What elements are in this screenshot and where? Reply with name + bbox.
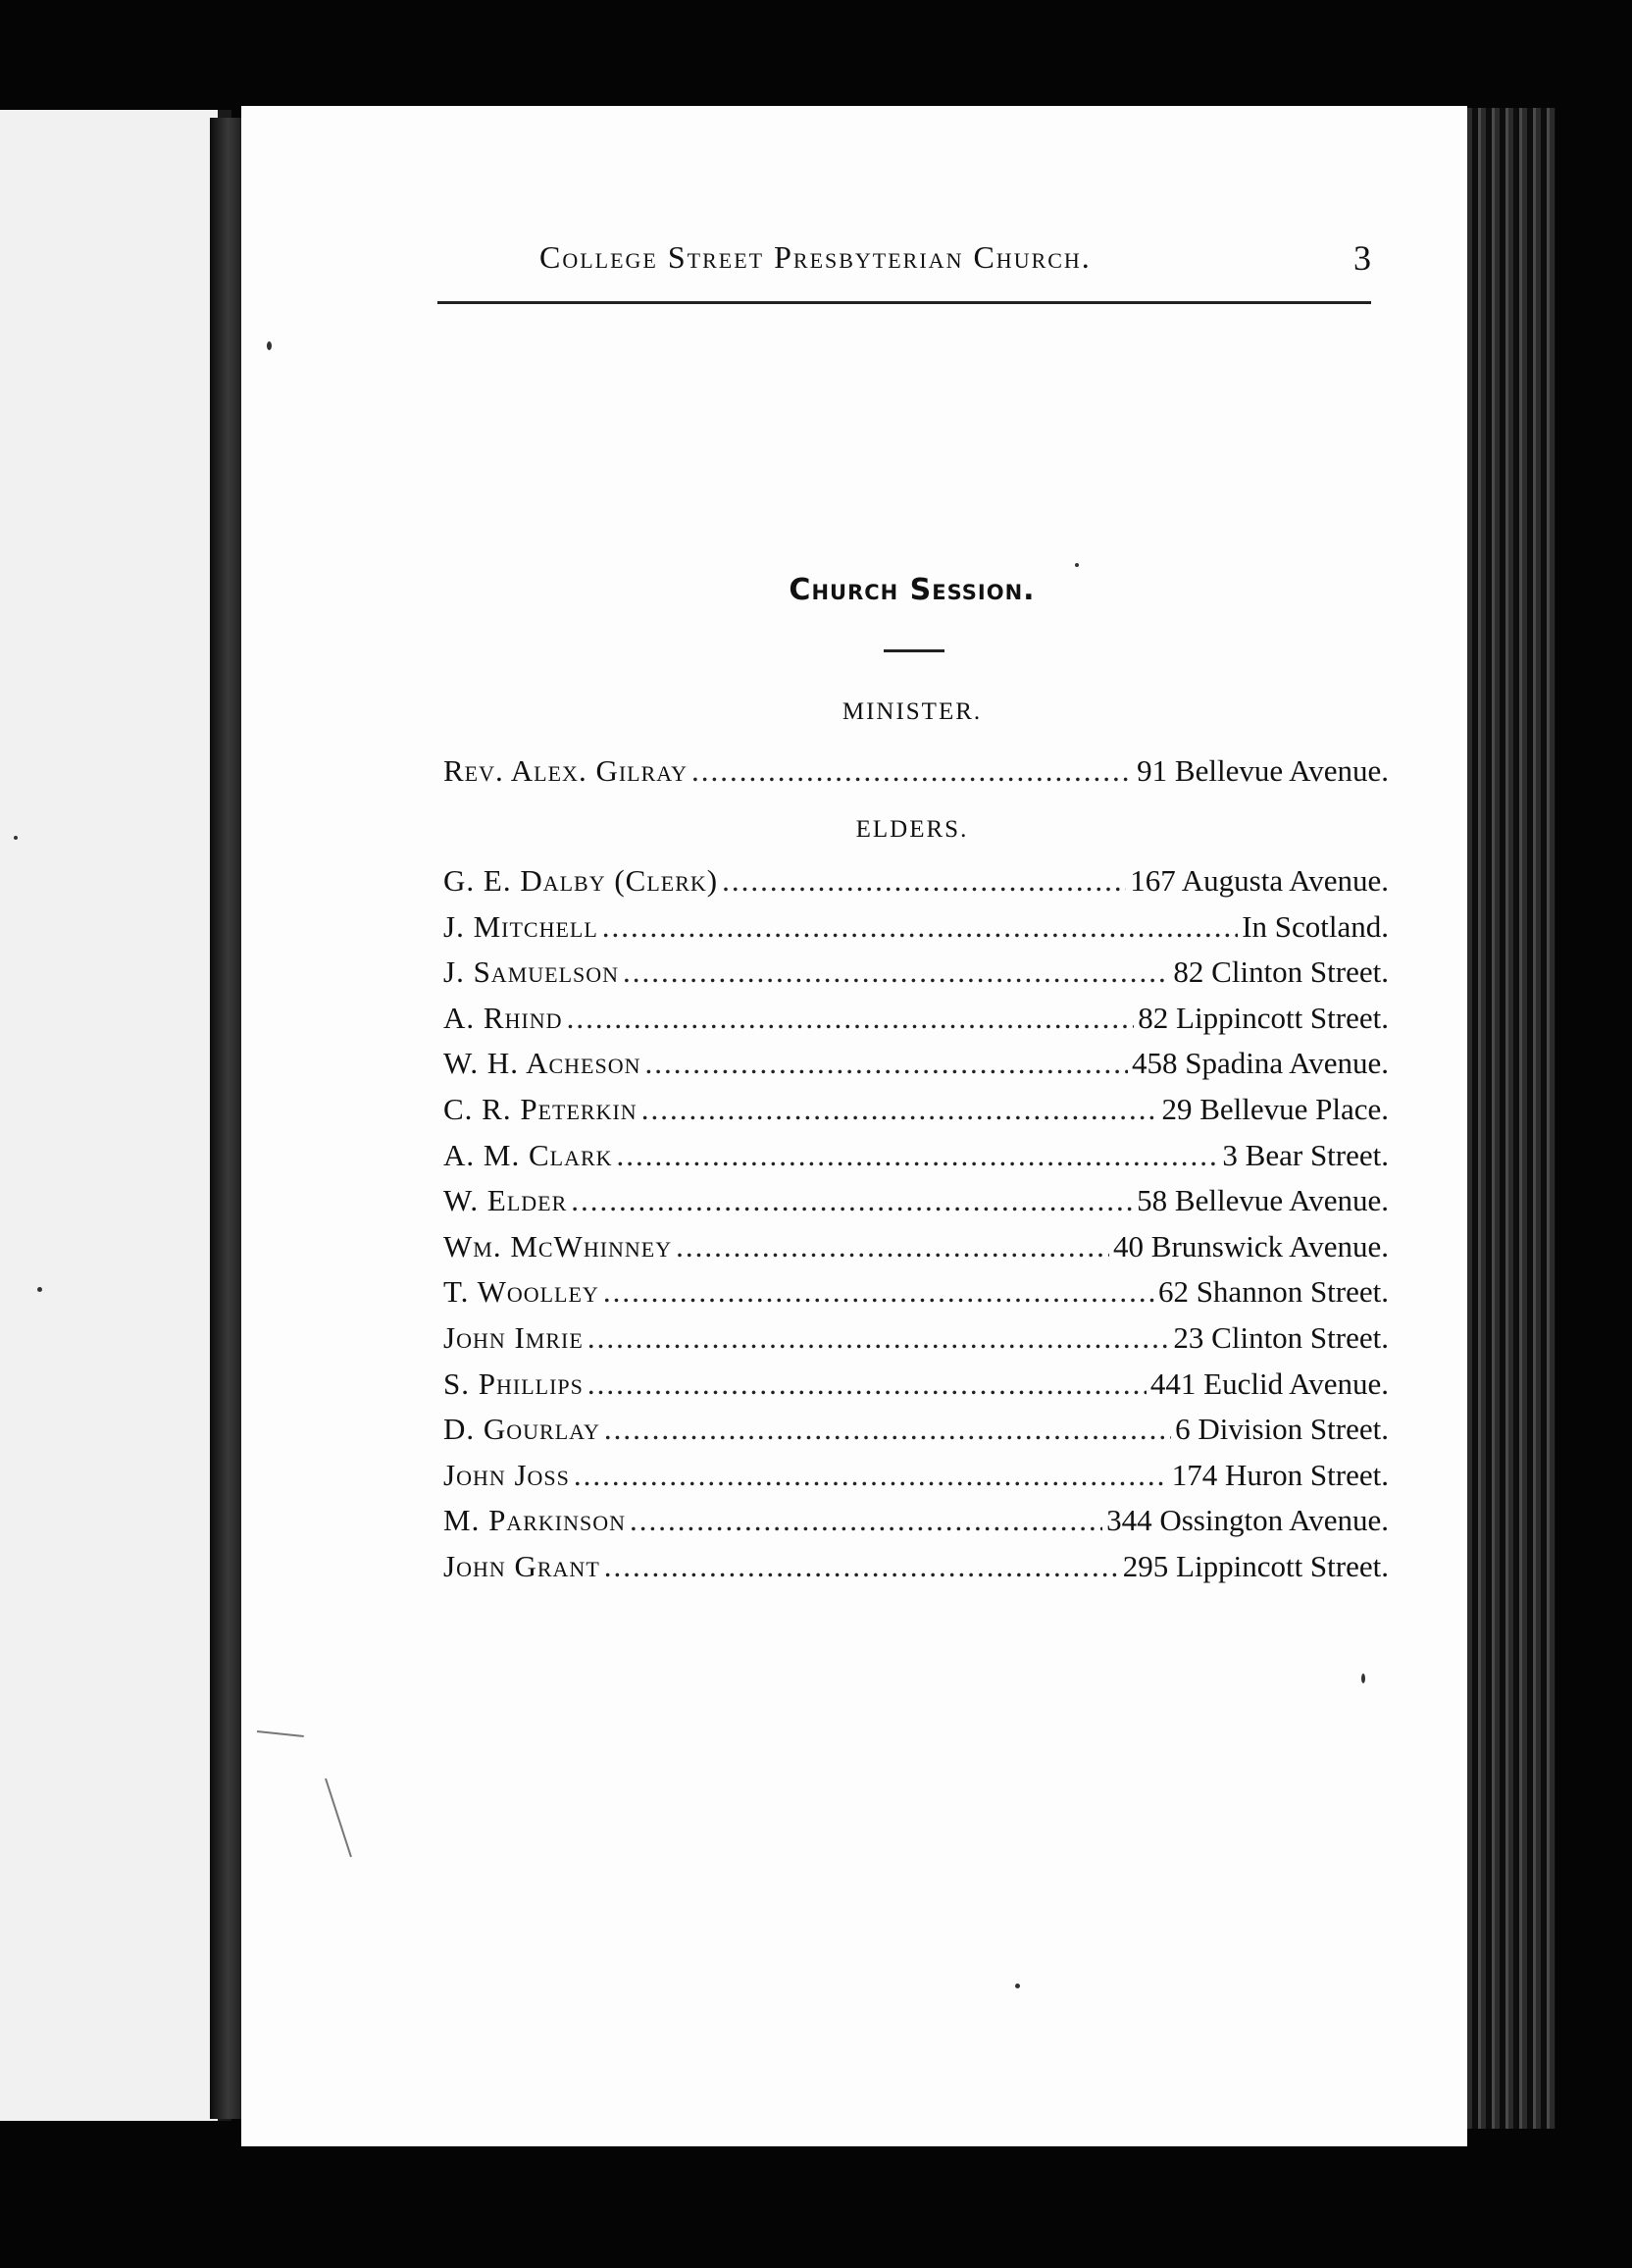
elder-address: 295 Lippincott Street. [1122,1549,1389,1583]
elder-name: C. R. Peterkin [443,1092,638,1126]
facing-page [0,110,231,2121]
elder-row [443,1366,1389,1410]
book-gutter [210,118,243,2119]
elder-name: A. M. Clark [443,1137,613,1172]
elder-address: 167 Augusta Avenue. [1130,863,1389,898]
minister-row [443,753,1389,797]
leader-dots [617,1138,1219,1173]
leader-dots [604,1412,1171,1447]
leader-dots [587,1320,1170,1356]
elder-row [443,1183,1389,1226]
elder-name: W. H. Acheson [443,1046,641,1081]
print-speck [37,1287,42,1292]
leader-dots [574,1458,1168,1493]
elder-row [443,954,1389,998]
elder-row [443,1503,1389,1546]
leader-dots [722,863,1126,899]
elder-address: 62 Shannon Street. [1157,1274,1389,1310]
minister-heading: MINISTER. [842,698,983,725]
elder-address: 458 Spadina Avenue. [1131,1046,1389,1081]
print-speck [267,341,272,350]
elder-name: John Grant [443,1549,600,1583]
minister-name: Rev. Alex. Gilray [443,753,688,788]
page-edges [1467,108,1556,2129]
elder-address: 3 Bear Street. [1222,1137,1389,1172]
elder-address: 29 Bellevue Place. [1161,1092,1389,1126]
elder-address: 82 Clinton Street. [1173,954,1389,990]
elder-address: 6 Division Street. [1175,1412,1389,1447]
elder-address: 174 Huron Street. [1171,1457,1389,1492]
elder-row [443,1549,1389,1592]
elder-row [443,1412,1389,1455]
elder-name: J. Mitchell [443,908,598,944]
elder-row [443,863,1389,906]
elder-name: D. Gourlay [443,1412,600,1447]
header-rule [437,301,1371,304]
elder-row [443,1274,1389,1317]
page-number: 3 [1353,238,1371,278]
leader-dots [630,1503,1102,1538]
leader-dots [676,1229,1109,1264]
print-speck [14,836,18,840]
elder-name: J. Samuelson [443,954,620,990]
elder-row [443,1046,1389,1089]
minister-address: 91 Bellevue Avenue. [1137,753,1389,788]
elder-name: Wm. McWhinney [443,1228,673,1263]
elder-name: John Imrie [443,1320,584,1355]
elder-address: 441 Euclid Avenue. [1149,1366,1389,1401]
elders-heading: ELDERS. [855,816,969,843]
leader-dots [571,1183,1133,1218]
elder-name: A. Rhind [443,1000,563,1035]
leader-dots [603,1274,1154,1310]
elder-address: 82 Lippincott Street. [1138,1000,1389,1035]
elder-address: In Scotland. [1242,908,1389,944]
elder-row [443,909,1389,953]
elder-row [443,1138,1389,1181]
leader-dots [645,1046,1128,1081]
section-title: Church Session. [789,573,1036,607]
leader-dots [602,909,1238,945]
print-speck [1015,1984,1020,1988]
elder-row [443,1458,1389,1501]
elder-name: T. Woolley [443,1274,599,1310]
elder-name: S. Phillips [443,1366,584,1401]
title-rule [884,649,944,652]
elder-name: John Joss [443,1457,570,1492]
leader-dots [623,954,1169,990]
elder-name: G. E. Dalby (Clerk) [443,863,719,898]
leader-dots [641,1092,1158,1127]
leader-dots [604,1549,1119,1584]
elder-address: 23 Clinton Street. [1173,1320,1389,1355]
elder-row [443,1229,1389,1272]
elder-address: 40 Brunswick Avenue. [1113,1228,1389,1263]
elder-name: M. Parkinson [443,1503,626,1538]
elder-row [443,1001,1389,1044]
leader-dots [691,753,1133,789]
elder-address: 58 Bellevue Avenue. [1137,1183,1389,1218]
running-title: College Street Presbyterian Church. [539,239,1092,275]
elder-address: 344 Ossington Avenue. [1106,1503,1389,1538]
print-speck [1075,563,1079,567]
leader-dots [567,1001,1135,1036]
elder-row [443,1320,1389,1364]
print-speck [1361,1674,1365,1683]
leader-dots [587,1366,1147,1402]
elder-row [443,1092,1389,1135]
elder-name: W. Elder [443,1183,568,1218]
